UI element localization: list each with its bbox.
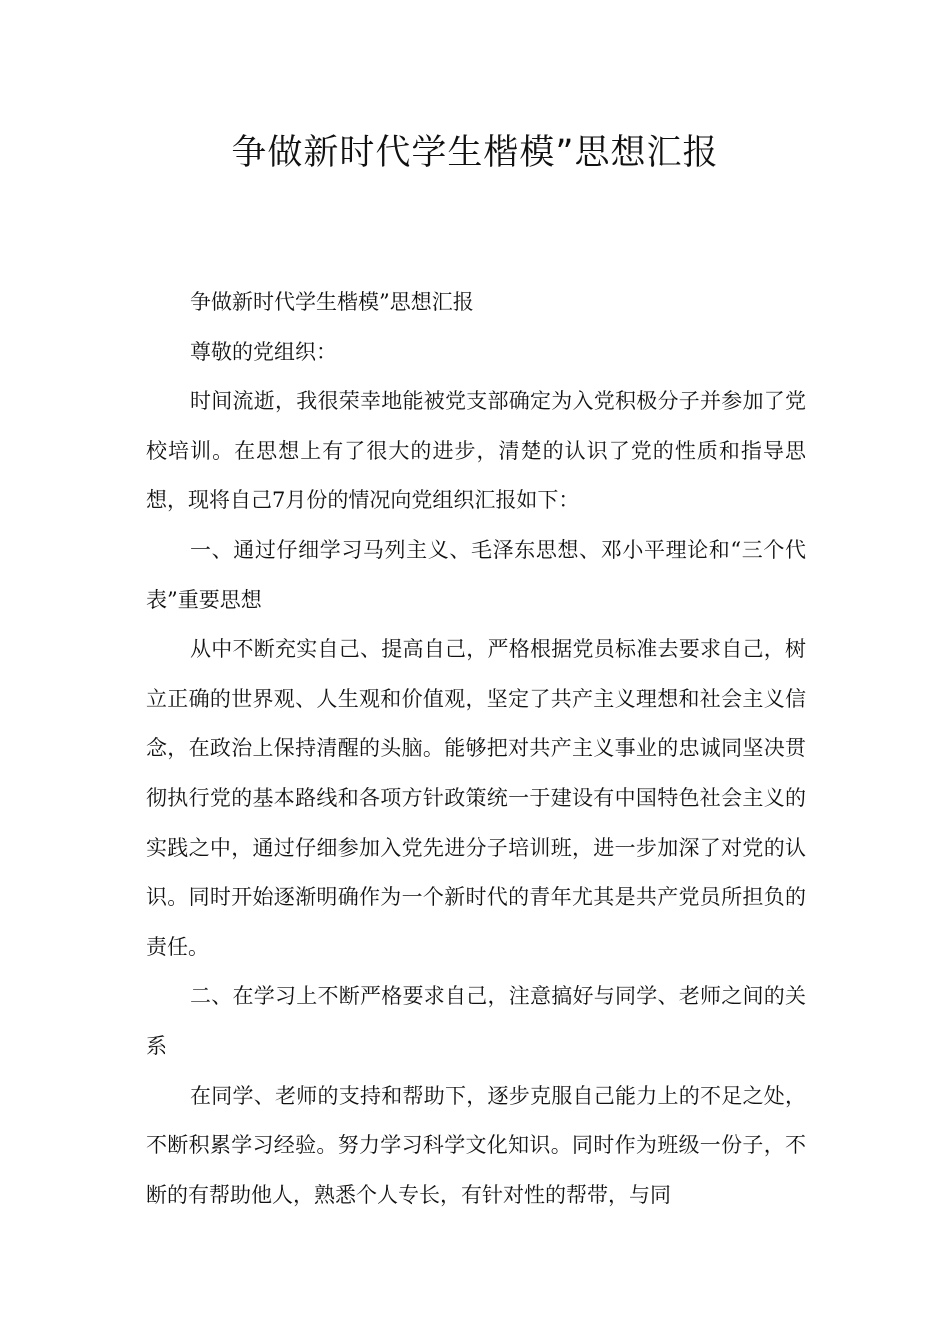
- paragraph-intro: 时间流逝，我很荣幸地能被党支部确定为入党积极分子并参加了党校培训。在思想上有了很大的进步，清楚的认识了党的性质和指导思想，现将自己7月份的情况向党组织汇报如下：: [146, 389, 806, 513]
- document-title: 争做新时代学生楷模”思想汇报: [231, 133, 719, 173]
- document-body: [146, 278, 806, 1220]
- paragraph-section-two: 在同学、老师的支持和帮助下，逐步克服自己能力上的不足之处，不断积累学习经验。努力学习科学文化知识。同时作为班级一份子，不断的有帮助他人，熟悉个人专长，有针对性的帮带，与同: [146, 1083, 806, 1207]
- paragraph-heading-one: 一、通过仔细学习马列主义、毛泽东思想、邓小平理论和“三个代表”重要思想: [146, 537, 806, 612]
- paragraph-heading-two: 二、在学习上不断严格要求自己，注意搞好与同学、老师之间的关系: [146, 984, 806, 1058]
- paragraph-section-one: 从中不断充实自己、提高自己，严格根据党员标准去要求自己，树立正确的世界观、人生观和价值观，坚定了共产主义理想和社会主义信念，在政治上保持清醒的头脑。能够把对共产主义事业的忠诚同坚决贯彻执行党的基本路线和各项方针政策统一于建设有中国特色社会主义的实践之中，通过仔细参加入党先进分子培训班，进一步加深了对党的认识。同时开始逐渐明确作为一个新时代的青年尤其是共产党员所担负的责任。: [146, 637, 806, 959]
- paragraph-salutation: 尊敬的党组织：: [190, 339, 337, 364]
- paragraph-subtitle: 争做新时代学生楷模”思想汇报: [190, 290, 474, 314]
